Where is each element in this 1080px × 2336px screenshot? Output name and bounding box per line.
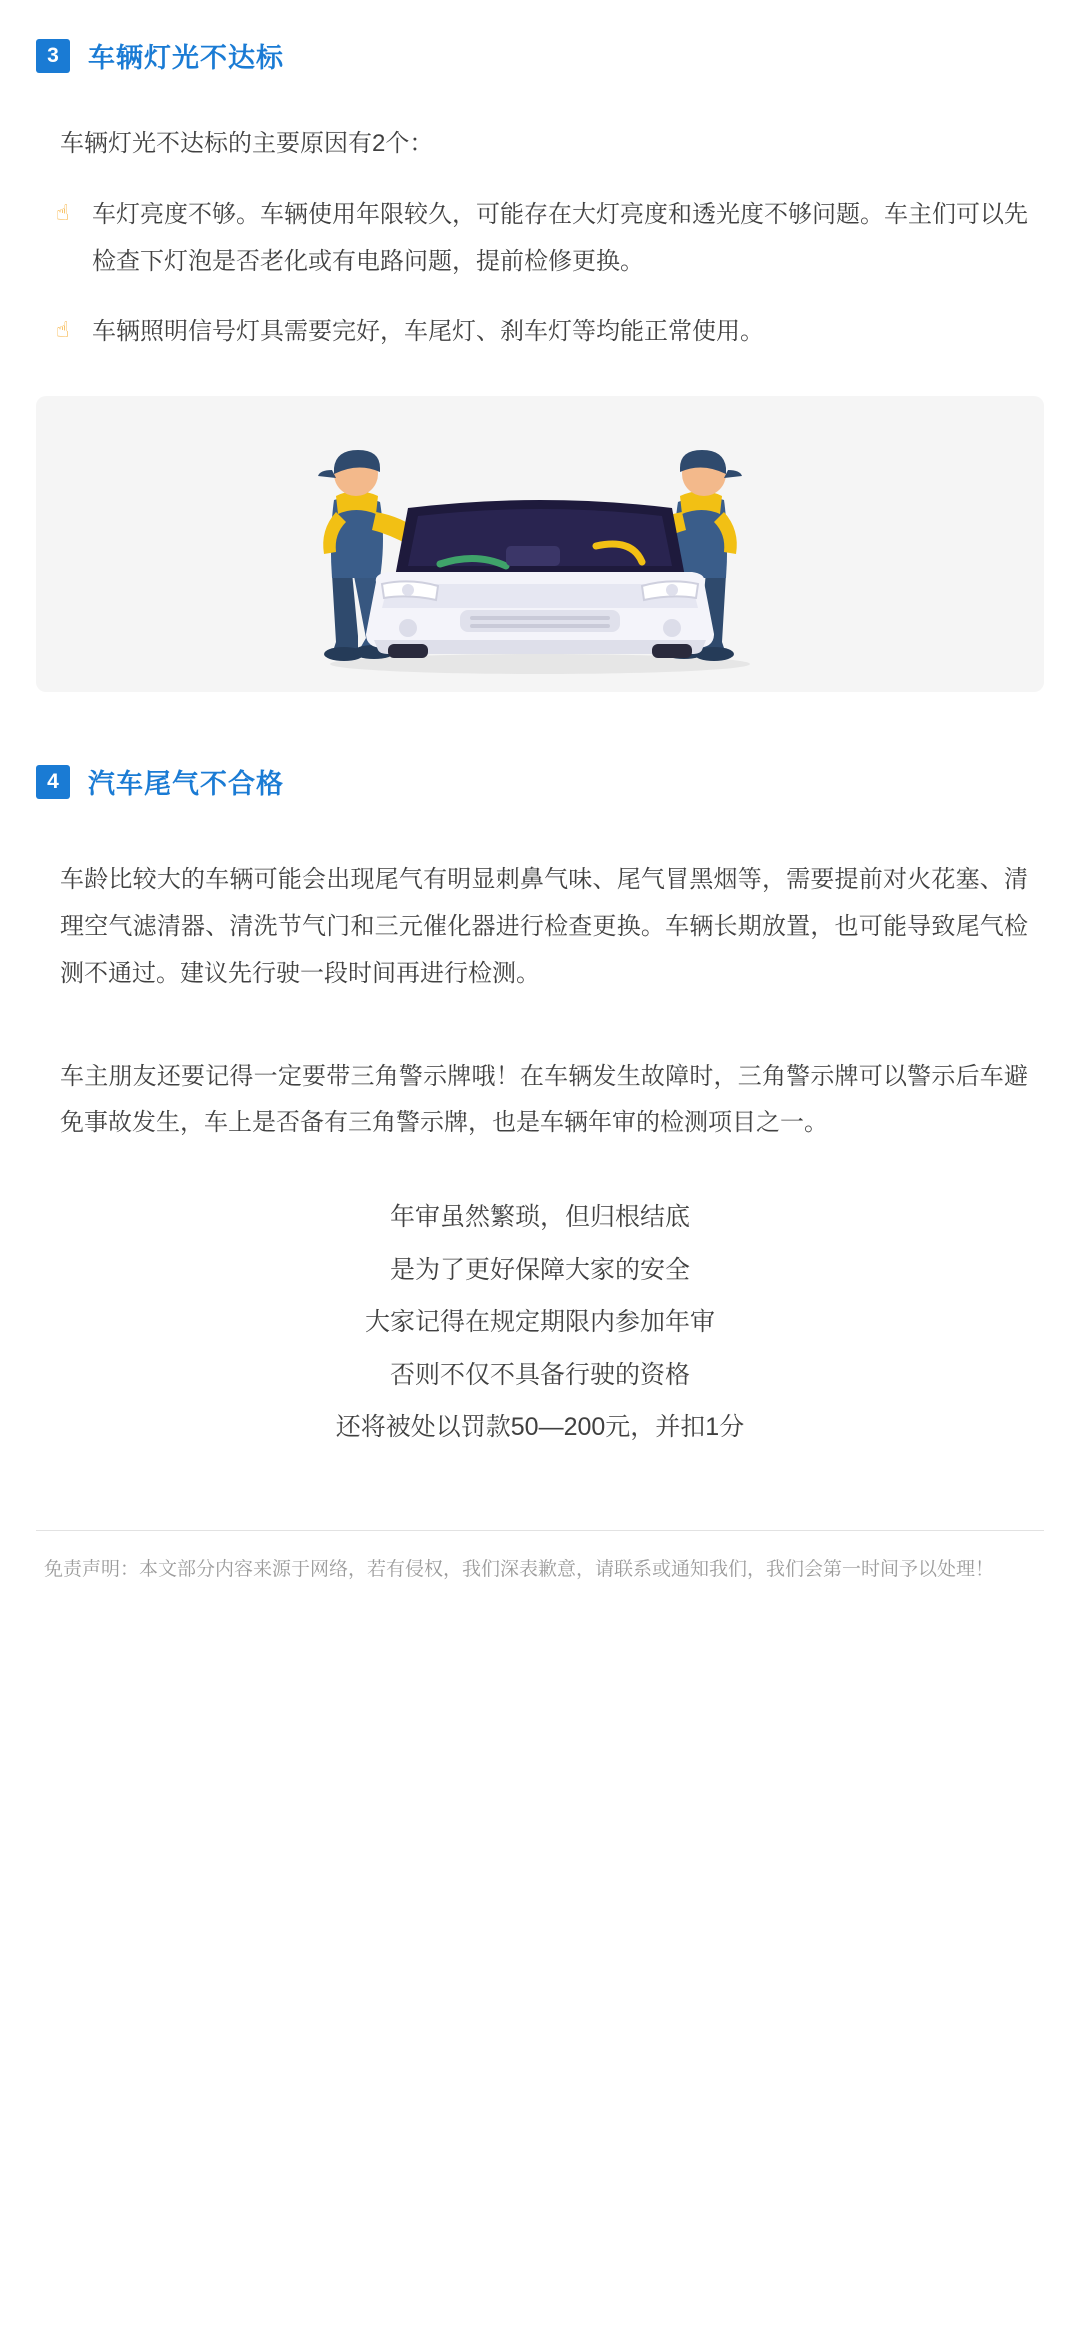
section-title: 汽车尾气不合格	[88, 769, 284, 800]
disclaimer-text: 免责声明：本文部分内容来源于网络，若有侵权，我们深表歉意，请联系或通知我们，我们会第一时间予以处理！	[44, 1558, 995, 1580]
closing-block	[0, 1191, 1080, 1454]
footer-disclaimer	[36, 1530, 1044, 1621]
bullet-text: 车灯亮度不够。车辆使用年限较久，可能存在大灯亮度和透光度不够问题。车主们可以先检查下灯泡是否老化或有电路问题，提前检修更换。	[92, 200, 1028, 275]
section-3-lead-text: 车辆灯光不达标的主要原因有2个：	[60, 130, 434, 157]
closing-line: 是为了更好保障大家的安全	[389, 1255, 690, 1284]
bullet-item	[0, 192, 1080, 286]
pointing-finger-icon: ☝	[56, 317, 70, 343]
car-inspection-illustration	[36, 396, 1044, 692]
section-number-badge: 4	[36, 765, 70, 799]
closing-line: 否则不仅不具备行驶的资格	[389, 1360, 690, 1389]
section-4-paragraph-1: 车龄比较大的车辆可能会出现尾气有明显刺鼻气味、尾气冒黑烟等，需要提前对火花塞、清理空气滤清器、清洗节气门和三元催化器进行检查更换。车辆长期放置，也可能导致尾气检测不通过。建议先行驶一段时间再进行检测。	[60, 866, 1028, 987]
spacer	[0, 75, 1080, 111]
section-heading-4	[0, 762, 1080, 801]
top-spacer	[0, 0, 1080, 36]
closing-line: 还将被处以罚款50—200元，并扣1分	[335, 1413, 745, 1442]
section-heading-3	[0, 36, 1080, 75]
section-title: 车辆灯光不达标	[88, 43, 284, 73]
spacer	[0, 998, 1080, 1054]
bullet-item	[0, 309, 1080, 356]
spacer	[0, 801, 1080, 857]
section-number-badge: 3	[36, 39, 70, 73]
spacer	[0, 285, 1080, 309]
closing-line: 大家记得在规定期限内参加年审	[364, 1308, 715, 1337]
bullet-text: 车辆照明信号灯具需要完好，车尾灯、刹车灯等均能正常使用。	[92, 318, 764, 346]
pointing-finger-icon: ☝	[56, 199, 70, 225]
spacer	[0, 692, 1080, 762]
section-4-paragraph-2: 车主朋友还要记得一定要带三角警示牌哦！在车辆发生故障时，三角警示牌可以警示后车避免事故发生，车上是否备有三角警示牌，也是车辆年审的检测项目之一。	[60, 1062, 1028, 1137]
spacer	[0, 168, 1080, 192]
closing-line: 年审虽然繁琐，但归根结底	[389, 1203, 690, 1232]
